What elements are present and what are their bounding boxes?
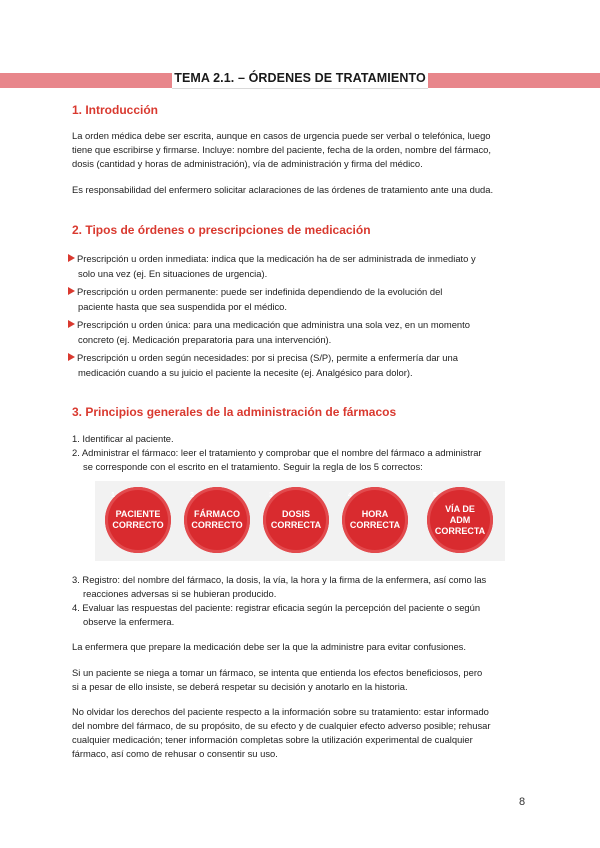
item-text: 3. Registro: del nombre del fármaco, la dosis, la vía, la hora y la firma de la enfermera, así como las	[72, 574, 487, 585]
section-2-heading: 2. Tipos de órdenes o prescripciones de medicación	[72, 223, 371, 237]
text-line: tiene que escribirse y firmarse. Incluye: nombre del paciente, fecha de la orden, nombre del fármaco,	[72, 144, 491, 155]
text-line: dosis (cantidad y horas de administración), vía de administración y firma del médico.	[72, 158, 423, 169]
right-time-circle	[342, 487, 408, 553]
header-band-right	[428, 73, 600, 88]
right-patient-circle	[105, 487, 171, 553]
numbered-item	[72, 573, 542, 601]
numbered-item	[72, 446, 542, 474]
circle-number: 2	[190, 492, 194, 499]
item-text: 4. Evaluar las respuestas del paciente: registrar eficacia según la percepción del paciente o según	[72, 602, 481, 613]
circle-text: CORRECTA	[434, 525, 486, 536]
bullet-text: paciente hasta que sea suspendida por el médico.	[78, 301, 287, 312]
text-line: Si un paciente se niega a tomar un fármaco, se intenta que entienda los efectos beneficiosos, pero	[72, 667, 483, 678]
page-number: 8	[519, 796, 526, 808]
circle-text: DOSIS	[281, 509, 310, 519]
bullet-text: Prescripción u orden según necesidades: por si precisa (S/P), permite a enfermería dar una	[77, 352, 458, 363]
circle-number: 3	[269, 492, 273, 499]
page-title: TEMA 2.1. – ÓRDENES DE TRATAMIENTO	[174, 71, 426, 85]
bullet-text: solo una vez (ej. En situaciones de urgencia).	[78, 268, 268, 279]
circle-number: 1	[111, 492, 115, 499]
section-1-paragraph-1	[72, 129, 532, 171]
bullet-text: medicación cuando a su juicio el paciente la necesite (ej. Analgésico para dolor).	[78, 367, 413, 378]
five-rights-figure	[95, 481, 505, 561]
list-item	[68, 350, 538, 380]
circle-text: VÍA DE	[445, 503, 475, 514]
title-underline	[172, 88, 428, 89]
item-text: 1. Identificar al paciente.	[72, 433, 174, 444]
bullet-text: Prescripción u orden inmediata: indica que la medicación ha de ser administrada de inmediato y	[77, 253, 476, 264]
bullet-text: Prescripción u orden única: para una medicación que administra una sola vez, en un momento	[77, 319, 470, 330]
item-text: se corresponde con el escrito en el tratamiento. Seguir la regla de los 5 correctos:	[83, 461, 423, 472]
circle-text: FÁRMACO	[194, 509, 240, 519]
numbered-item	[72, 601, 542, 629]
section-3-paragraph-3	[72, 705, 532, 761]
right-drug-circle	[184, 487, 250, 553]
section-3-paragraph-2	[72, 666, 532, 694]
header-band-left	[0, 73, 172, 88]
arrow-bullet-icon	[68, 254, 75, 262]
circle-text: HORA	[361, 509, 389, 519]
text-line: fármaco, así como de rehusar o consentir su uso.	[72, 748, 278, 759]
circle-text: CORRECTO	[112, 520, 164, 530]
section-1-heading: 1. Introducción	[72, 103, 159, 117]
arrow-bullet-icon	[68, 320, 75, 328]
text-line: cualquier medicación; tener información completas sobre la utilización experimental de cualquier	[72, 734, 473, 745]
circle-text: CORRECTO	[191, 520, 243, 530]
text-line: si a pesar de ello insiste, se deberá respetar su decisión y anotarlo en la historia.	[72, 681, 408, 692]
text-line: La orden médica debe ser escrita, aunque en casos de urgencia puede ser verbal o telefónica, luego	[72, 130, 491, 141]
bullet-text: concreto (ej. Medicación preparatoria para una intervención).	[78, 334, 332, 345]
right-route-circle	[427, 487, 493, 553]
list-item	[68, 284, 538, 314]
section-1-paragraph-2: Es responsabilidad del enfermero solicitar aclaraciones de las órdenes de tratamiento ante una duda.	[72, 184, 494, 195]
numbered-item	[72, 432, 542, 446]
item-text: 2. Administrar el fármaco: leer el tratamiento y comprobar que el nombre del fármaco a administrar	[72, 447, 482, 458]
section-3-paragraph-1: La enfermera que prepare la medicación debe ser la que la administre para evitar confusiones.	[72, 641, 466, 652]
list-item	[68, 317, 538, 347]
arrow-bullet-icon	[68, 353, 75, 361]
text-line: del nombre del fármaco, de su propósito, de su efecto y de cualquier efecto adverso posible; rehusar	[72, 720, 491, 731]
circle-number: 4	[348, 492, 352, 499]
arrow-bullet-icon	[68, 287, 75, 295]
right-dose-circle	[263, 487, 329, 553]
text-line: No olvidar los derechos del paciente respecto a la información sobre su tratamiento: estar informado	[72, 706, 489, 717]
list-item	[68, 251, 538, 281]
circle-text: PACIENTE	[115, 509, 161, 519]
circle-text: CORRECTA	[270, 520, 322, 530]
item-text: reacciones adversas si se hubieran producido.	[83, 588, 277, 599]
section-3-heading: 3. Principios generales de la administración de fármacos	[72, 405, 397, 419]
circle-text: CORRECTA	[349, 520, 401, 530]
item-text: observe la enfermera.	[83, 616, 175, 627]
bullet-text: Prescripción u orden permanente: puede ser indefinida dependiendo de la evolución del	[77, 286, 443, 297]
circle-number: 5	[433, 492, 437, 499]
circle-text: ADM	[449, 514, 471, 525]
